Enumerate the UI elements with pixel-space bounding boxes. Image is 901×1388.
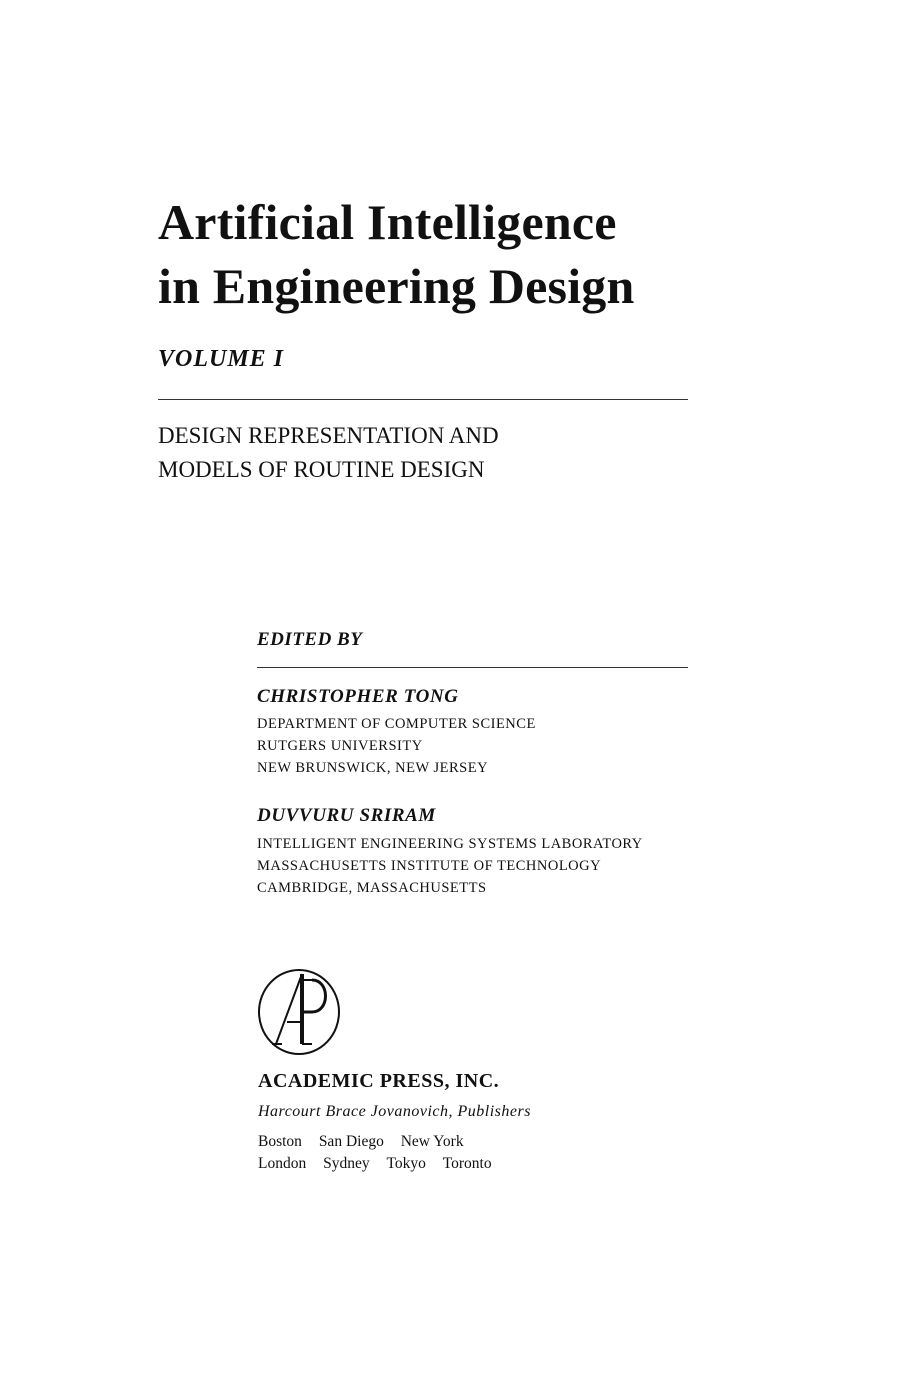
publisher-cities-line-2 [258,1155,505,1173]
edited-by-label: EDITED BY [257,629,363,650]
publisher-subtitle: Harcourt Brace Jovanovich, Publishers [258,1103,531,1120]
book-title-line-2: in Engineering Design [158,258,635,314]
city: Toronto [442,1155,492,1172]
subtitle-line-2: MODELS OF ROUTINE DESIGN [158,457,485,482]
editor-name: DUVVURU SRIRAM [257,805,436,826]
volume-label: VOLUME I [158,346,285,372]
city: Tokyo [386,1155,426,1172]
book-title-line-1: Artificial Intelligence [158,194,617,250]
editor-affiliation [257,713,536,779]
academic-press-logo-icon [256,964,342,1058]
editors-divider [257,667,688,668]
affiliation-line: RUTGERS UNIVERSITY [257,738,423,754]
affiliation-line: NEW BRUNSWICK, NEW JERSEY [257,760,489,776]
affiliation-line: MASSACHUSETTS INSTITUTE OF TECHNOLOGY [257,858,602,874]
city: Sydney [323,1155,370,1172]
editor-name: CHRISTOPHER TONG [257,686,459,707]
publisher-cities-line-1 [258,1133,477,1151]
affiliation-line: CAMBRIDGE, MASSACHUSETTS [257,880,487,896]
publisher-name: ACADEMIC PRESS, INC. [258,1070,500,1092]
subtitle-line-1: DESIGN REPRESENTATION AND [158,423,499,448]
title-divider [158,399,688,400]
city: London [258,1155,307,1172]
editor-affiliation [257,833,643,899]
city: Boston [258,1133,302,1150]
affiliation-line: INTELLIGENT ENGINEERING SYSTEMS LABORATORY [257,836,643,852]
affiliation-line: DEPARTMENT OF COMPUTER SCIENCE [257,716,536,732]
city: New York [400,1133,464,1150]
city: San Diego [318,1133,384,1150]
